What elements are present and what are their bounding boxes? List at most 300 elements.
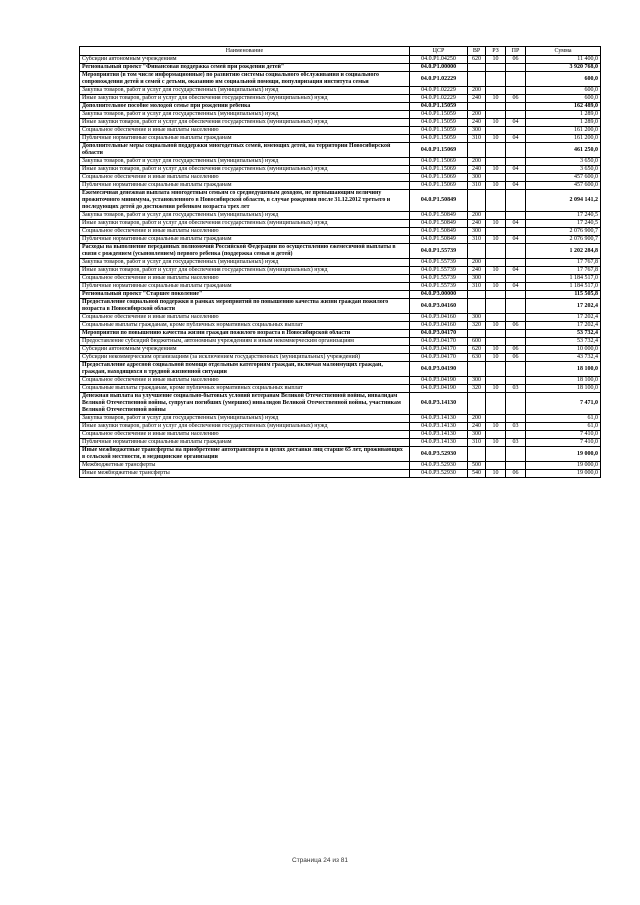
cell-name: Публичные нормативные социальные выплаты гражданам	[80, 439, 410, 447]
header-pr: ПР	[506, 47, 526, 56]
cell-name: Социальные выплаты гражданам, кроме публичных нормативных социальных выплат	[80, 322, 410, 330]
cell-name: Иные закупки товаров, работ и услуг для обеспечения государственных (муниципальных) нужд	[80, 220, 410, 228]
cell-sum: 1 184 517,0	[526, 283, 601, 291]
cell-vr	[468, 103, 486, 111]
cell-sum: 161 200,0	[526, 127, 601, 135]
cell-rz	[486, 431, 506, 439]
cell-name: Дополнительное пособие молодой семье при рождении ребенка	[80, 103, 410, 111]
table-row	[80, 87, 601, 95]
cell-vr: 310	[468, 283, 486, 291]
cell-csr: 04.0.Р1.02229	[410, 72, 468, 87]
cell-rz: 10	[486, 135, 506, 143]
cell-csr: 04.0.Р3.04160	[410, 314, 468, 322]
cell-rz: 10	[486, 267, 506, 275]
document-page	[79, 46, 600, 478]
cell-rz: 10	[486, 119, 506, 127]
cell-vr: 240	[468, 95, 486, 103]
cell-csr: 04.0.Р1.15059	[410, 111, 468, 119]
table-row	[80, 119, 601, 127]
cell-csr: 04.0.Р3.00000	[410, 291, 468, 299]
cell-vr: 320	[468, 385, 486, 393]
cell-csr: 04.0.Р3.04190	[410, 385, 468, 393]
cell-sum: 3 650,0	[526, 166, 601, 174]
cell-vr: 200	[468, 415, 486, 423]
cell-pr: 04	[506, 236, 526, 244]
cell-sum: 18 100,0	[526, 377, 601, 385]
cell-pr	[506, 72, 526, 87]
cell-sum: 457 600,0	[526, 182, 601, 190]
cell-pr	[506, 314, 526, 322]
cell-pr	[506, 330, 526, 338]
table-row	[80, 354, 601, 362]
cell-name: Региональный проект "Старшее поколение"	[80, 291, 410, 299]
header-name: Наименование	[80, 47, 410, 56]
cell-vr	[468, 362, 486, 377]
cell-sum: 600,0	[526, 87, 601, 95]
cell-rz	[486, 190, 506, 212]
cell-csr: 04.0.Р1.55739	[410, 244, 468, 259]
cell-vr: 620	[468, 56, 486, 64]
cell-name: Предоставление социальной поддержки в рамках мероприятий по повышению качества жизни граждан пожилого возраста в Новосибирской области	[80, 299, 410, 314]
cell-pr: 04	[506, 267, 526, 275]
cell-csr: 04.0.Р1.15069	[410, 174, 468, 182]
cell-sum: 2 076 900,7	[526, 236, 601, 244]
cell-sum: 3 920 768,0	[526, 64, 601, 72]
cell-vr: 200	[468, 87, 486, 95]
cell-pr	[506, 212, 526, 220]
cell-name: Закупка товаров, работ и услуг для государственных (муниципальных) нужд	[80, 415, 410, 423]
cell-vr: 200	[468, 111, 486, 119]
cell-rz	[486, 127, 506, 135]
cell-name: Закупка товаров, работ и услуг для государственных (муниципальных) нужд	[80, 158, 410, 166]
cell-sum: 17 240,5	[526, 212, 601, 220]
cell-vr: 310	[468, 182, 486, 190]
cell-name: Региональный проект "Финансовая поддержка семей при рождении детей"	[80, 64, 410, 72]
cell-vr	[468, 393, 486, 415]
cell-csr: 04.0.Р1.55739	[410, 267, 468, 275]
cell-pr	[506, 338, 526, 346]
cell-sum: 53 732,4	[526, 338, 601, 346]
cell-csr: 04.0.Р3.52930	[410, 462, 468, 470]
cell-pr	[506, 174, 526, 182]
cell-pr: 06	[506, 470, 526, 478]
page-number: Страница 24 из 81	[292, 857, 348, 864]
cell-pr: 04	[506, 135, 526, 143]
table-row	[80, 314, 601, 322]
cell-vr: 500	[468, 462, 486, 470]
table-row	[80, 330, 601, 338]
cell-rz: 10	[486, 236, 506, 244]
table-row	[80, 236, 601, 244]
cell-name: Субсидии автономным учреждениям	[80, 346, 410, 354]
cell-pr: 04	[506, 182, 526, 190]
cell-pr	[506, 291, 526, 299]
cell-sum: 2 094 141,2	[526, 190, 601, 212]
cell-name: Иные закупки товаров, работ и услуг для обеспечения государственных (муниципальных) нужд	[80, 423, 410, 431]
cell-csr: 04.0.Р1.50849	[410, 228, 468, 236]
cell-vr: 300	[468, 314, 486, 322]
cell-csr: 04.0.Р3.04190	[410, 362, 468, 377]
table-row	[80, 393, 601, 415]
table-row	[80, 228, 601, 236]
cell-name: Закупка товаров, работ и услуг для государственных (муниципальных) нужд	[80, 259, 410, 267]
cell-sum: 7 410,0	[526, 439, 601, 447]
cell-name: Иные закупки товаров, работ и услуг для обеспечения государственных (муниципальных) нужд	[80, 267, 410, 275]
cell-csr: 04.0.Р3.04160	[410, 322, 468, 330]
cell-sum: 17 767,8	[526, 267, 601, 275]
cell-rz: 10	[486, 220, 506, 228]
cell-pr	[506, 158, 526, 166]
cell-sum: 162 489,0	[526, 103, 601, 111]
cell-rz	[486, 393, 506, 415]
cell-name: Социальное обеспечение и иные выплаты населению	[80, 174, 410, 182]
cell-csr: 04.0.Р3.52930	[410, 447, 468, 462]
cell-pr	[506, 447, 526, 462]
table-row	[80, 439, 601, 447]
cell-name: Субсидии автономным учреждениям	[80, 56, 410, 64]
cell-name: Публичные нормативные социальные выплаты гражданам	[80, 236, 410, 244]
cell-vr: 300	[468, 275, 486, 283]
cell-rz	[486, 228, 506, 236]
cell-csr: 04.0.Р3.14130	[410, 439, 468, 447]
cell-csr: 04.0.Р1.15059	[410, 103, 468, 111]
cell-sum: 2 076 900,7	[526, 228, 601, 236]
cell-name: Иные закупки товаров, работ и услуг для обеспечения государственных (муниципальных) нужд	[80, 95, 410, 103]
header-sum: Сумма	[526, 47, 601, 56]
table-row	[80, 111, 601, 119]
table-row	[80, 283, 601, 291]
cell-name: Социальное обеспечение и иные выплаты населению	[80, 431, 410, 439]
cell-name: Социальное обеспечение и иные выплаты населению	[80, 377, 410, 385]
cell-vr: 630	[468, 354, 486, 362]
cell-rz: 10	[486, 346, 506, 354]
header-csr: ЦСР	[410, 47, 468, 56]
cell-csr: 04.0.Р3.04170	[410, 330, 468, 338]
cell-name: Публичные нормативные социальные выплаты гражданам	[80, 283, 410, 291]
table-row	[80, 423, 601, 431]
cell-rz	[486, 275, 506, 283]
table-row	[80, 362, 601, 377]
cell-sum: 17 240,5	[526, 220, 601, 228]
cell-csr: 04.0.Р3.04190	[410, 377, 468, 385]
header-rz: РЗ	[486, 47, 506, 56]
cell-vr: 310	[468, 439, 486, 447]
cell-name: Социальное обеспечение и иные выплаты населению	[80, 275, 410, 283]
cell-rz	[486, 259, 506, 267]
cell-rz	[486, 111, 506, 119]
cell-rz	[486, 158, 506, 166]
table-row	[80, 190, 601, 212]
table-row	[80, 166, 601, 174]
cell-rz: 10	[486, 439, 506, 447]
cell-vr: 240	[468, 220, 486, 228]
cell-name: Социальное обеспечение и иные выплаты населению	[80, 127, 410, 135]
cell-csr: 04.0.Р1.15069	[410, 143, 468, 158]
cell-csr: 04.0.Р1.02229	[410, 95, 468, 103]
table-row	[80, 322, 601, 330]
cell-rz	[486, 87, 506, 95]
cell-rz: 10	[486, 182, 506, 190]
cell-name: Публичные нормативные социальные выплаты гражданам	[80, 182, 410, 190]
table-row	[80, 56, 601, 64]
table-row	[80, 158, 601, 166]
cell-sum: 17 767,8	[526, 259, 601, 267]
cell-pr	[506, 103, 526, 111]
cell-pr	[506, 127, 526, 135]
cell-vr: 310	[468, 135, 486, 143]
cell-vr	[468, 244, 486, 259]
cell-sum: 7 410,0	[526, 431, 601, 439]
cell-name: Иные межбюджетные трансферты на приобретение автотранспорта в целях доставки лиц старше 65 лет, проживающих в сельской местности, в медицинские организации	[80, 447, 410, 462]
cell-vr: 200	[468, 158, 486, 166]
cell-name: Социальные выплаты гражданам, кроме публичных нормативных социальных выплат	[80, 385, 410, 393]
cell-rz: 10	[486, 354, 506, 362]
table-row	[80, 291, 601, 299]
cell-rz	[486, 330, 506, 338]
cell-vr	[468, 291, 486, 299]
cell-pr	[506, 362, 526, 377]
cell-name: Закупка товаров, работ и услуг для государственных (муниципальных) нужд	[80, 87, 410, 95]
cell-rz	[486, 291, 506, 299]
cell-pr	[506, 275, 526, 283]
cell-name: Дополнительные меры социальной поддержки многодетных семей, имеющих детей, на территории Новосибирской области	[80, 143, 410, 158]
cell-name: Социальное обеспечение и иные выплаты населению	[80, 314, 410, 322]
cell-sum: 10 000,0	[526, 346, 601, 354]
cell-sum: 461 250,0	[526, 143, 601, 158]
cell-csr: 04.0.Р1.00000	[410, 64, 468, 72]
cell-csr: 04.0.Р3.52930	[410, 470, 468, 478]
cell-pr	[506, 259, 526, 267]
cell-pr	[506, 111, 526, 119]
cell-pr	[506, 190, 526, 212]
cell-rz	[486, 299, 506, 314]
cell-vr: 300	[468, 174, 486, 182]
cell-csr: 04.0.Р3.04160	[410, 299, 468, 314]
cell-sum: 1 289,0	[526, 111, 601, 119]
cell-rz: 10	[486, 283, 506, 291]
cell-sum: 17 202,4	[526, 299, 601, 314]
cell-rz: 10	[486, 322, 506, 330]
cell-rz: 10	[486, 385, 506, 393]
table-row	[80, 415, 601, 423]
table-row	[80, 470, 601, 478]
cell-csr: 04.0.Р1.15069	[410, 158, 468, 166]
cell-pr	[506, 415, 526, 423]
cell-name: Ежемесячная денежная выплата многодетным семьям со среднедушевым доходом, не превышающим величину прожиточного минимума, установленного в Новосибирской области, в случае рождения после 31.12.2012 третьего и последующих детей до достижения ребенком возраста трех лет	[80, 190, 410, 212]
cell-csr: 04.0.Р1.04250	[410, 56, 468, 64]
budget-table	[79, 46, 601, 478]
cell-csr: 04.0.Р3.04170	[410, 338, 468, 346]
cell-pr	[506, 299, 526, 314]
table-row	[80, 174, 601, 182]
cell-pr: 06	[506, 354, 526, 362]
cell-rz: 10	[486, 470, 506, 478]
cell-name: Предоставление субсидий бюджетным, автономным учреждениям и иным некоммерческим организациям	[80, 338, 410, 346]
table-row	[80, 220, 601, 228]
table-row	[80, 346, 601, 354]
cell-pr: 04	[506, 166, 526, 174]
cell-sum: 18 100,0	[526, 362, 601, 377]
cell-sum: 53 732,4	[526, 330, 601, 338]
cell-sum: 19 000,0	[526, 462, 601, 470]
cell-name: Денежная выплата на улучшение социально-бытовых условий ветеранам Великой Отечественной войны, инвалидам Великой Отечественной войны, супругам погибших (умерших) инвалидов Великой Отечественной войны, участникам Великой Отечественной войны	[80, 393, 410, 415]
cell-vr: 240	[468, 267, 486, 275]
cell-sum: 43 732,4	[526, 354, 601, 362]
cell-name: Публичные нормативные социальные выплаты гражданам	[80, 135, 410, 143]
cell-pr: 06	[506, 346, 526, 354]
table-row	[80, 275, 601, 283]
cell-vr: 600	[468, 338, 486, 346]
cell-rz	[486, 447, 506, 462]
cell-csr: 04.0.Р1.02229	[410, 87, 468, 95]
cell-csr: 04.0.Р1.15069	[410, 166, 468, 174]
cell-name: Социальное обеспечение и иные выплаты населению	[80, 228, 410, 236]
cell-rz	[486, 338, 506, 346]
table-row	[80, 447, 601, 462]
table-row	[80, 338, 601, 346]
cell-pr: 04	[506, 119, 526, 127]
cell-pr	[506, 462, 526, 470]
cell-csr: 04.0.Р3.04170	[410, 346, 468, 354]
cell-vr	[468, 299, 486, 314]
cell-csr: 04.0.Р3.14130	[410, 423, 468, 431]
cell-sum: 61,0	[526, 423, 601, 431]
cell-sum: 600,0	[526, 95, 601, 103]
cell-name: Расходы на выполнение переданных полномочий Российской Федерации по осуществлению ежемесячной выплаты в связи с рождением (усыновлением) первого ребенка (поддержка семьи и детей)	[80, 244, 410, 259]
cell-pr	[506, 377, 526, 385]
table-row	[80, 267, 601, 275]
cell-rz	[486, 212, 506, 220]
cell-vr: 300	[468, 431, 486, 439]
cell-name: Иные закупки товаров, работ и услуг для обеспечения государственных (муниципальных) нужд	[80, 166, 410, 174]
cell-vr: 240	[468, 119, 486, 127]
cell-vr: 300	[468, 127, 486, 135]
cell-rz: 10	[486, 95, 506, 103]
cell-pr: 06	[506, 95, 526, 103]
cell-pr: 03	[506, 439, 526, 447]
cell-sum: 1 184 517,0	[526, 275, 601, 283]
cell-csr: 04.0.Р1.15059	[410, 119, 468, 127]
table-row	[80, 64, 601, 72]
table-row	[80, 135, 601, 143]
cell-sum: 11 400,0	[526, 56, 601, 64]
cell-sum: 17 202,4	[526, 322, 601, 330]
cell-pr: 06	[506, 322, 526, 330]
cell-pr	[506, 431, 526, 439]
cell-vr	[468, 447, 486, 462]
table-row	[80, 182, 601, 190]
cell-pr	[506, 228, 526, 236]
cell-pr: 04	[506, 220, 526, 228]
cell-sum: 3 650,0	[526, 158, 601, 166]
cell-csr: 04.0.Р3.14130	[410, 393, 468, 415]
cell-csr: 04.0.Р1.55739	[410, 283, 468, 291]
cell-name: Мероприятия по повышению качества жизни граждан пожилого возраста в Новосибирской области	[80, 330, 410, 338]
cell-sum: 1 289,0	[526, 119, 601, 127]
cell-vr	[468, 64, 486, 72]
cell-csr: 04.0.Р1.50849	[410, 190, 468, 212]
cell-pr	[506, 244, 526, 259]
cell-name: Мероприятия (в том числе информационные) по развитию системы социального обслуживания и социального сопровождения детей и семей с детьми, оказанию им социальной помощи, популяризация института семьи	[80, 72, 410, 87]
cell-csr: 04.0.Р1.15059	[410, 135, 468, 143]
cell-csr: 04.0.Р3.14130	[410, 431, 468, 439]
cell-rz	[486, 362, 506, 377]
table-header	[80, 47, 601, 56]
table-row	[80, 244, 601, 259]
cell-vr: 200	[468, 259, 486, 267]
cell-vr: 200	[468, 212, 486, 220]
cell-rz: 10	[486, 56, 506, 64]
table-row	[80, 431, 601, 439]
cell-vr: 240	[468, 423, 486, 431]
table-row	[80, 127, 601, 135]
table-row	[80, 103, 601, 111]
cell-rz	[486, 64, 506, 72]
cell-csr: 04.0.Р1.15059	[410, 127, 468, 135]
cell-name: Межбюджетные трансферты	[80, 462, 410, 470]
cell-csr: 04.0.Р1.50849	[410, 236, 468, 244]
cell-name: Закупка товаров, работ и услуг для государственных (муниципальных) нужд	[80, 212, 410, 220]
cell-name: Иные межбюджетные трансферты	[80, 470, 410, 478]
cell-vr	[468, 190, 486, 212]
table-row	[80, 212, 601, 220]
cell-name: Предоставление адресной социальной помощи отдельным категориям граждан, включая малоимущих граждан, граждан, находящихся в трудной жизненной ситуации	[80, 362, 410, 377]
table-body	[80, 56, 601, 478]
table-row	[80, 462, 601, 470]
cell-rz	[486, 143, 506, 158]
cell-rz: 10	[486, 166, 506, 174]
cell-pr: 03	[506, 423, 526, 431]
cell-rz	[486, 103, 506, 111]
table-row	[80, 95, 601, 103]
table-row	[80, 72, 601, 87]
table-row	[80, 377, 601, 385]
table-row	[80, 385, 601, 393]
cell-sum: 600,0	[526, 72, 601, 87]
cell-csr: 04.0.Р1.55739	[410, 275, 468, 283]
cell-vr	[468, 330, 486, 338]
cell-sum: 1 202 284,8	[526, 244, 601, 259]
cell-name: Закупка товаров, работ и услуг для государственных (муниципальных) нужд	[80, 111, 410, 119]
table-row	[80, 299, 601, 314]
cell-rz	[486, 244, 506, 259]
header-vr: ВР	[468, 47, 486, 56]
cell-pr: 06	[506, 56, 526, 64]
cell-vr: 540	[468, 470, 486, 478]
cell-csr: 04.0.Р1.55739	[410, 259, 468, 267]
cell-csr: 04.0.Р3.04170	[410, 354, 468, 362]
cell-sum: 115 505,8	[526, 291, 601, 299]
cell-rz	[486, 462, 506, 470]
cell-sum: 19 000,0	[526, 447, 601, 462]
cell-sum: 161 200,0	[526, 135, 601, 143]
cell-rz	[486, 415, 506, 423]
cell-sum: 61,0	[526, 415, 601, 423]
cell-pr	[506, 87, 526, 95]
cell-sum: 19 000,0	[526, 470, 601, 478]
cell-pr: 04	[506, 283, 526, 291]
cell-pr	[506, 143, 526, 158]
cell-rz	[486, 377, 506, 385]
cell-pr: 03	[506, 385, 526, 393]
cell-vr	[468, 143, 486, 158]
cell-sum: 18 100,0	[526, 385, 601, 393]
cell-csr: 04.0.Р1.50849	[410, 212, 468, 220]
cell-vr	[468, 72, 486, 87]
table-row	[80, 259, 601, 267]
cell-pr	[506, 393, 526, 415]
cell-rz	[486, 314, 506, 322]
